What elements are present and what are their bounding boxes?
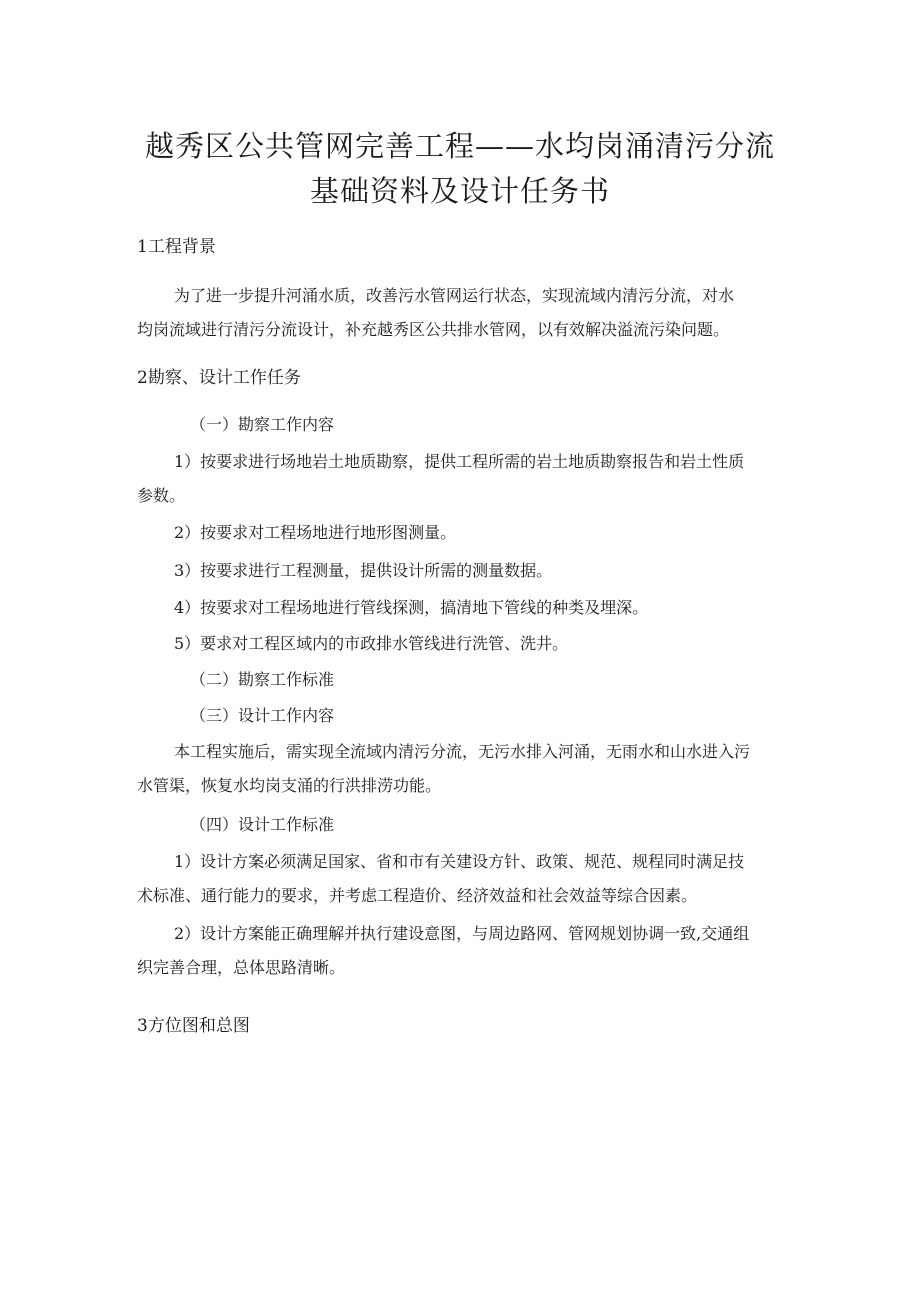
subsection-1-heading: （一）勘察工作内容 [190, 415, 335, 434]
survey-item-2: 2）按要求对工程场地进行地形图测量。 [174, 523, 457, 542]
subsection-4-heading: （四）设计工作标准 [190, 815, 335, 834]
design-content-line-2: 水管渠，恢复水均岗支涌的行洪排涝功能。 [137, 776, 442, 795]
document-title-line-1: 越秀区公共管网完善工程——水均岗涌清污分流 [144, 129, 775, 163]
design-content-line-1: 本工程实施后，需实现全流域内清污分流，无污水排入河涌，无雨水和山水进入污 [174, 742, 751, 761]
survey-item-3: 3）按要求进行工程测量，提供设计所需的测量数据。 [174, 561, 553, 580]
design-standard-2-line-1: 2）设计方案能正确理解并执行建设意图，与周边路网、管网规划协调一致,交通组 [174, 924, 750, 943]
document-title-line-2: 基础资料及设计任务书 [309, 174, 610, 208]
section-3-heading: 3方位图和总图 [137, 1016, 250, 1036]
design-standard-1-line-1: 1）设计方案必须满足国家、省和市有关建设方针、政策、规范、规程同时满足技 [174, 852, 745, 871]
design-standard-2-line-2: 织完善合理，总体思路清晰。 [137, 958, 346, 977]
survey-item-4: 4）按要求对工程场地进行管线探测，搞清地下管线的种类及埋深。 [174, 598, 649, 617]
subsection-3-heading: （三）设计工作内容 [190, 706, 335, 725]
survey-item-5: 5）要求对工程区域内的市政排水管线进行洗管、洗井。 [174, 634, 569, 653]
design-standard-1-line-2: 术标准、通行能力的要求，并考虑工程造价、经济效益和社会效益等综合因素。 [137, 886, 698, 905]
background-paragraph-line-2: 均岗流域进行清污分流设计，补充越秀区公共排水管网，以有效解决溢流污染问题。 [137, 320, 730, 339]
section-2-heading: 2勘察、设计工作任务 [137, 368, 301, 388]
section-1-heading: 1工程背景 [137, 237, 216, 257]
survey-item-1-line-1: 1）按要求进行场地岩土地质勘察，提供工程所需的岩土地质勘察报告和岩土性质 [174, 452, 745, 471]
background-paragraph-line-1: 为了进一步提升河涌水质，改善污水管网运行状态，实现流域内清污分流，对水 [174, 286, 735, 305]
survey-item-1-line-2: 参数。 [137, 486, 186, 505]
subsection-2-heading: （二）勘察工作标准 [190, 670, 335, 689]
